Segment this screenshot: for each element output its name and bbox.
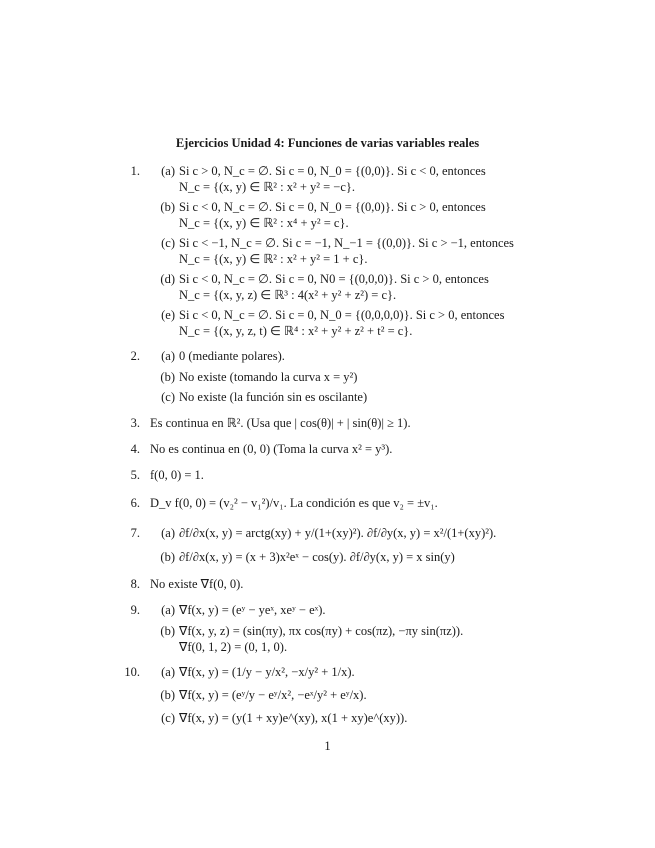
- answer-line: ∇f(x, y, z) = (sin(πy), πx cos(πy) + cos(πz), −πy sin(πz)).: [179, 624, 464, 638]
- answer-line: N_c = {(x, y) ∈ ℝ² : x² + y² = −c}.: [179, 180, 356, 194]
- answer-line: D_v f(0, 0) = (v₂² − v₁²)/v₁. La condición es que v₂ = ±v₁.: [150, 496, 438, 510]
- answer-line: ∇f(x, y) = (eʸ/y − eʸ/x², −eˣ/y² + eʸ/x).: [179, 688, 367, 702]
- answer-line: No existe ∇f(0, 0).: [150, 577, 244, 591]
- part-label: (d): [160, 272, 175, 286]
- answer-line: Si c < 0, N_c = ∅. Si c = 0, N0 = {(0,0,0)}. Si c > 0, entonces: [179, 272, 489, 286]
- part-label: (a): [161, 526, 175, 540]
- answer-line: ∇f(0, 1, 2) = (0, 1, 0).: [179, 640, 288, 654]
- part-label: (b): [160, 200, 175, 214]
- exercise-number: 2.: [130, 349, 140, 363]
- answer-line: Si c > 0, N_c = ∅. Si c = 0, N_0 = {(0,0)}. Si c < 0, entonces: [179, 164, 486, 178]
- answer-line: N_c = {(x, y, z, t) ∈ ℝ⁴ : x² + y² + z² + t² = c}.: [179, 324, 413, 338]
- part-label: (a): [161, 164, 175, 178]
- answer-line: N_c = {(x, y) ∈ ℝ² : x⁴ + y² = c}.: [179, 216, 349, 230]
- exercise-number: 7.: [130, 526, 140, 540]
- exercise-number: 5.: [130, 468, 140, 482]
- answer-line: ∇f(x, y) = (eʸ − yeˣ, xeʸ − eˣ).: [179, 603, 326, 617]
- part-label: (a): [161, 349, 175, 363]
- answer-line: Si c < 0, N_c = ∅. Si c = 0, N_0 = {(0,0)}. Si c > 0, entonces: [179, 200, 486, 214]
- answer-line: 0 (mediante polares).: [179, 349, 285, 363]
- part-label: (b): [160, 370, 175, 384]
- exercise-number: 6.: [130, 496, 140, 510]
- answer-line: ∇f(x, y) = (y(1 + xy)e^(xy), x(1 + xy)e^(xy)).: [179, 711, 408, 725]
- part-label: (b): [160, 624, 175, 638]
- part-label: (a): [161, 603, 175, 617]
- exercise-number: 4.: [130, 442, 140, 456]
- exercise-number: 1.: [130, 164, 140, 178]
- page-number: 1: [324, 739, 331, 753]
- answer-line: N_c = {(x, y, z) ∈ ℝ³ : 4(x² + y² + z²) = c}.: [179, 288, 397, 302]
- part-label: (b): [160, 550, 175, 564]
- answer-line: ∂f/∂x(x, y) = (x + 3)x²eˣ − cos(y). ∂f/∂y(x, y) = x sin(y): [179, 550, 455, 564]
- exercise-number: 8.: [130, 577, 140, 591]
- page-title: Ejercicios Unidad 4: Funciones de varias variables reales: [175, 136, 480, 150]
- answer-line: No existe (tomando la curva x = y²): [179, 370, 358, 384]
- exercise-number: 3.: [130, 416, 140, 430]
- answer-line: ∇f(x, y) = (1/y − y/x², −x/y² + 1/x).: [179, 665, 355, 679]
- answer-line: f(0, 0) = 1.: [150, 468, 204, 482]
- exercise-number: 10.: [124, 665, 140, 679]
- answer-line: ∂f/∂x(x, y) = arctg(xy) + y/(1+(xy)²). ∂f/∂y(x, y) = x²/(1+(xy)²).: [179, 526, 497, 540]
- part-label: (c): [161, 236, 175, 250]
- part-label: (a): [161, 665, 175, 679]
- answer-line: Es continua en ℝ². (Usa que | cos(θ)| + | sin(θ)| ≥ 1).: [150, 416, 411, 430]
- answer-line: N_c = {(x, y) ∈ ℝ² : x² + y² = 1 + c}.: [179, 252, 368, 266]
- part-label: (c): [161, 711, 175, 725]
- part-label: (e): [161, 308, 175, 322]
- part-label: (b): [160, 688, 175, 702]
- part-label: (c): [161, 390, 175, 404]
- exercise-number: 9.: [130, 603, 140, 617]
- answer-line: Si c < −1, N_c = ∅. Si c = −1, N_−1 = {(0,0)}. Si c > −1, entonces: [179, 236, 514, 250]
- answer-line: No es continua en (0, 0) (Toma la curva x² = y³).: [150, 442, 393, 456]
- answer-line: Si c < 0, N_c = ∅. Si c = 0, N_0 = {(0,0,0,0)}. Si c > 0, entonces: [179, 308, 505, 322]
- answer-line: No existe (la función sin es oscilante): [179, 390, 368, 404]
